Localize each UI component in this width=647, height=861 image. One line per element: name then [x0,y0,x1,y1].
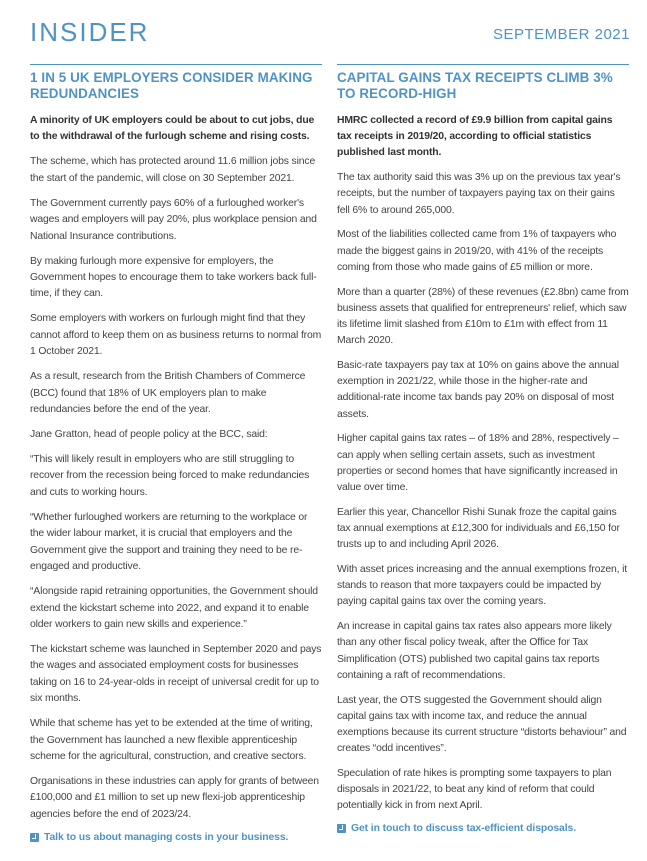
article-paragraph: Jane Gratton, head of people policy at the BCC, said: [30,429,268,441]
arrow-link-icon [30,833,39,842]
article-paragraph: By making furlough more expensive for employers, the Government hopes to encourage them to take workers back full-time, if they can. [30,255,317,300]
issue-date: SEPTEMBER 2021 [492,26,630,43]
article-paragraph: An increase in capital gains tax rates also appears more likely than any other fiscal policy tweak, after the Office for Tax Simplification (OTS) published two capital gains tax reports containing a raft of recommendations. [337,621,612,681]
article-paragraph: Last year, the OTS suggested the Government should align capital gains tax with income tax, and reduce the annual exemptions because its current structure “distorts behaviour” and creates “odd incentives”. [337,694,627,755]
article-paragraph: The Government currently pays 60% of a furloughed worker's wages and employers will pay 20%, plus workplace pension and National Insurance contributions. [30,197,317,242]
article-lead: HMRC collected a record of £9.9 billion from capital gains tax receipts in 2019/20, according to official statistics published last month. [337,115,613,159]
article-redundancies [30,64,322,843]
article-paragraph: More than a quarter (28%) of these revenues (£2.8bn) came from business assets that qualified for entrepreneurs' relief, which saw its lifetime limit slashed from £10m to £1m with effect from 11 March 2020. [337,286,629,347]
article-title: CAPITAL GAINS TAX RECEIPTS CLIMB 3% TO RECORD-HIGH [337,70,613,101]
arrow-link-icon [337,824,346,833]
article-paragraph: The scheme, which has protected around 11.6 million jobs since the start of the pandemic, will close on 30 September 2021. [30,156,316,184]
article-paragraph: Higher capital gains tax rates – of 18% and 28%, respectively – can apply when selling certain assets, such as investment properties or second homes that have significantly increased in value over time. [337,433,619,494]
article-paragraph: The tax authority said this was 3% up on the previous tax year's receipts, but the number of taxpayers paying tax on their gains fell 6% to around 265,000. [337,172,621,216]
contact-link[interactable] [30,832,322,843]
column-divider [30,64,322,65]
article-quote: “Whether furloughed workers are returning to the workplace or the wider labour market, it is crucial that employers and the Government give the support and training they need to be re-engaged and productive. [30,511,308,573]
article-paragraph: Organisations in these industries can apply for grants of between £100,000 and £1 million to set up new flexi-job apprenticeship agencies before the end of 2023/24. [30,775,319,820]
article-paragraph: Some employers with workers on furlough might find that they cannot afford to keep them on as business returns to normal from 1 October 2021. [30,313,322,358]
article-paragraph: Most of the liabilities collected came from 1% of taxpayers who made the biggest gains in 2019/20, with 41% of the receipts coming from those who made gains of £5 million or more. [337,229,617,273]
article-paragraph: The kickstart scheme was launched in September 2020 and pays the wages and associated employment costs for businesses taking on 16 to 24-year-olds in receipt of universal credit for up to six months. [30,643,322,705]
column-divider [337,64,629,65]
article-paragraph: Basic-rate taxpayers pay tax at 10% on gains above the annual exemption in 2021/22, while those in the higher-rate and additional-rate income tax bands pay 20% on disposal of most assets. [337,360,619,420]
article-quote: “This will likely result in employers who are still struggling to recover from the recession being forced to make redundancies and cuts to working hours. [30,454,310,498]
article-quote: “Alongside rapid retraining opportunities, the Government should extend the kickstart scheme into 2022, and expand it to enable older workers to gain new skills and experience.” [30,586,318,630]
contact-link-label: Get in touch to discuss tax-efficient disposals. [351,823,576,835]
contact-link[interactable] [337,823,629,834]
article-title: 1 IN 5 UK EMPLOYERS CONSIDER MAKING REDUNDANCIES [30,70,313,101]
brand-title: INSIDER [30,17,150,47]
article-paragraph: Speculation of rate hikes is prompting some taxpayers to plan disposals in 2021/22, to beat any kind of reform that could potentially kick in from next April. [337,768,612,812]
article-paragraph: With asset prices increasing and the annual exemptions frozen, it stands to reason that more taxpayers could be impacted by paying capital gains tax over the coming years. [337,564,628,608]
article-paragraph: While that scheme has yet to be extended at the time of writing, the Government has launched a new flexible apprenticeship scheme for the agricultural, construction, and creative sectors. [30,718,313,762]
article-lead: A minority of UK employers could be about to cut jobs, due to the withdrawal of the furlough scheme and rising costs. [30,115,315,143]
article-capital-gains [337,64,629,834]
article-paragraph: Earlier this year, Chancellor Rishi Sunak froze the capital gains tax annual exemptions at £12,300 for individuals and £6,150 for trusts up to and including April 2026. [337,506,620,551]
contact-link-label: Talk to us about managing costs in your business. [44,831,289,843]
masthead [30,17,630,47]
article-paragraph: As a result, research from the British Chambers of Commerce (BCC) found that 18% of UK employers plan to make redundancies before the end of the year. [30,371,306,416]
